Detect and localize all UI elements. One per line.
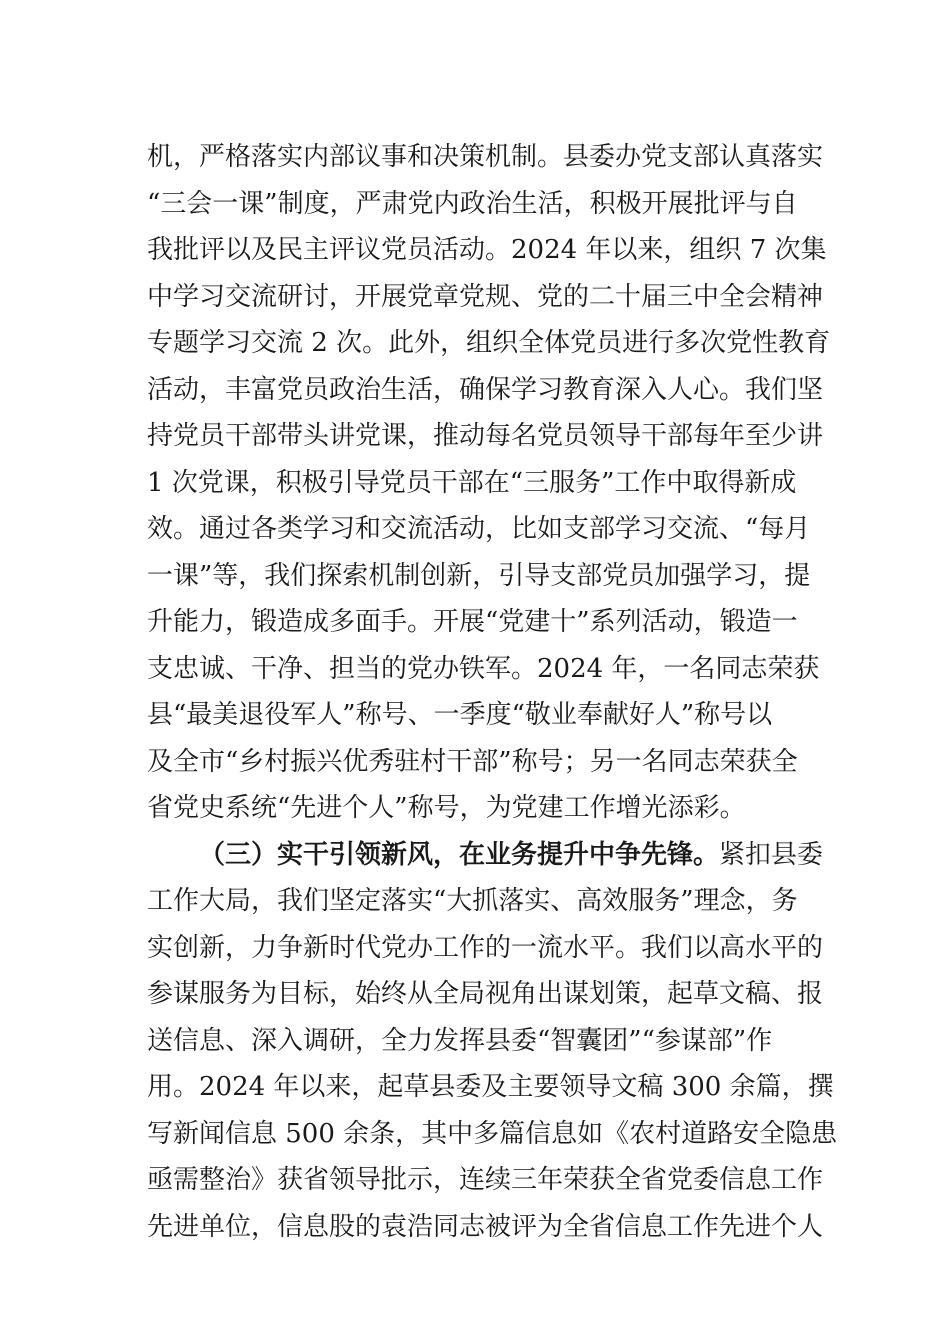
text-line: 亟需整治》获省领导批示，连续三年荣获全省党委信息工作 xyxy=(147,1165,824,1195)
section-heading: （三）实干引领新风，在业务提升中争先锋。 xyxy=(199,839,720,870)
text-line: 用。2024 年以来，起草县委及主要领导文稿 300 余篇，撰 xyxy=(147,1072,834,1102)
text-line: 县“最美退役军人”称号、一季度“敬业奉献好人”称号以 xyxy=(147,700,773,730)
text-line: 活动，丰富党员政治生活，确保学习教育深入人心。我们坚 xyxy=(147,374,824,405)
text-line: 专题学习交流 2 次。此外，组织全体党员进行多次党性教育 xyxy=(147,328,831,358)
paragraph-first-line xyxy=(147,832,824,879)
text-line: 一课”等，我们探索机制创新，引导支部党员加强学习，提 xyxy=(147,560,811,591)
text-line: 及全市“乡村振兴优秀驻村干部”称号；另一名同志荣获全 xyxy=(147,746,798,777)
paragraph-2 xyxy=(147,832,838,1251)
text-line: 参谋服务为目标，始终从全局视角出谋划策，起草文稿、报 xyxy=(147,979,824,1009)
text-line: 支忠诚、干净、担当的党办铁军。2024 年，一名同志荣获 xyxy=(147,653,820,684)
text-line: “三会一课”制度，严肃党内政治生活，积极开展批评与自 xyxy=(147,188,798,219)
text-line: 效。通过各类学习和交流活动，比如支部学习交流、“每月 xyxy=(147,514,811,544)
text-line: 1 次党课，积极引导党员干部在“三服务”工作中取得新成 xyxy=(147,467,797,498)
text-line: 机，严格落实内部议事和决策机制。县委办党支部认真落实 xyxy=(147,142,824,172)
text-line: 送信息、深入调研，全力发挥县委“智囊团”“参谋部”作 xyxy=(147,1025,773,1056)
text-line: 先进单位，信息股的袁浩同志被评为全省信息工作先进个人 xyxy=(147,1211,824,1242)
text-line: 我批评以及民主评议党员活动。2024 年以来，组织 7 次集 xyxy=(147,235,827,265)
text-line: 工作大局，我们坚定落实“大抓落实、高效服务”理念，务 xyxy=(147,886,798,916)
text-line: 写新闻信息 500 余条，其中多篇信息如《农村道路安全隐患 xyxy=(147,1118,838,1149)
body-text xyxy=(147,134,838,1250)
paragraph-1 xyxy=(147,134,831,832)
text-span: 紧扣县委 xyxy=(719,839,824,870)
text-line: 中学习交流研讨，开展党章党规、党的二十届三中全会精神 xyxy=(147,281,824,312)
text-line: 实创新，力争新时代党办工作的一流水平。我们以高水平的 xyxy=(147,932,824,963)
text-line: 省党史系统“先进个人”称号，为党建工作增光添彩。 xyxy=(147,793,746,823)
text-line: 升能力，锻造成多面手。开展“党建十”系列活动，锻造一 xyxy=(147,607,798,637)
text-line: 持党员干部带头讲党课，推动每名党员领导干部每年至少讲 xyxy=(147,421,824,451)
